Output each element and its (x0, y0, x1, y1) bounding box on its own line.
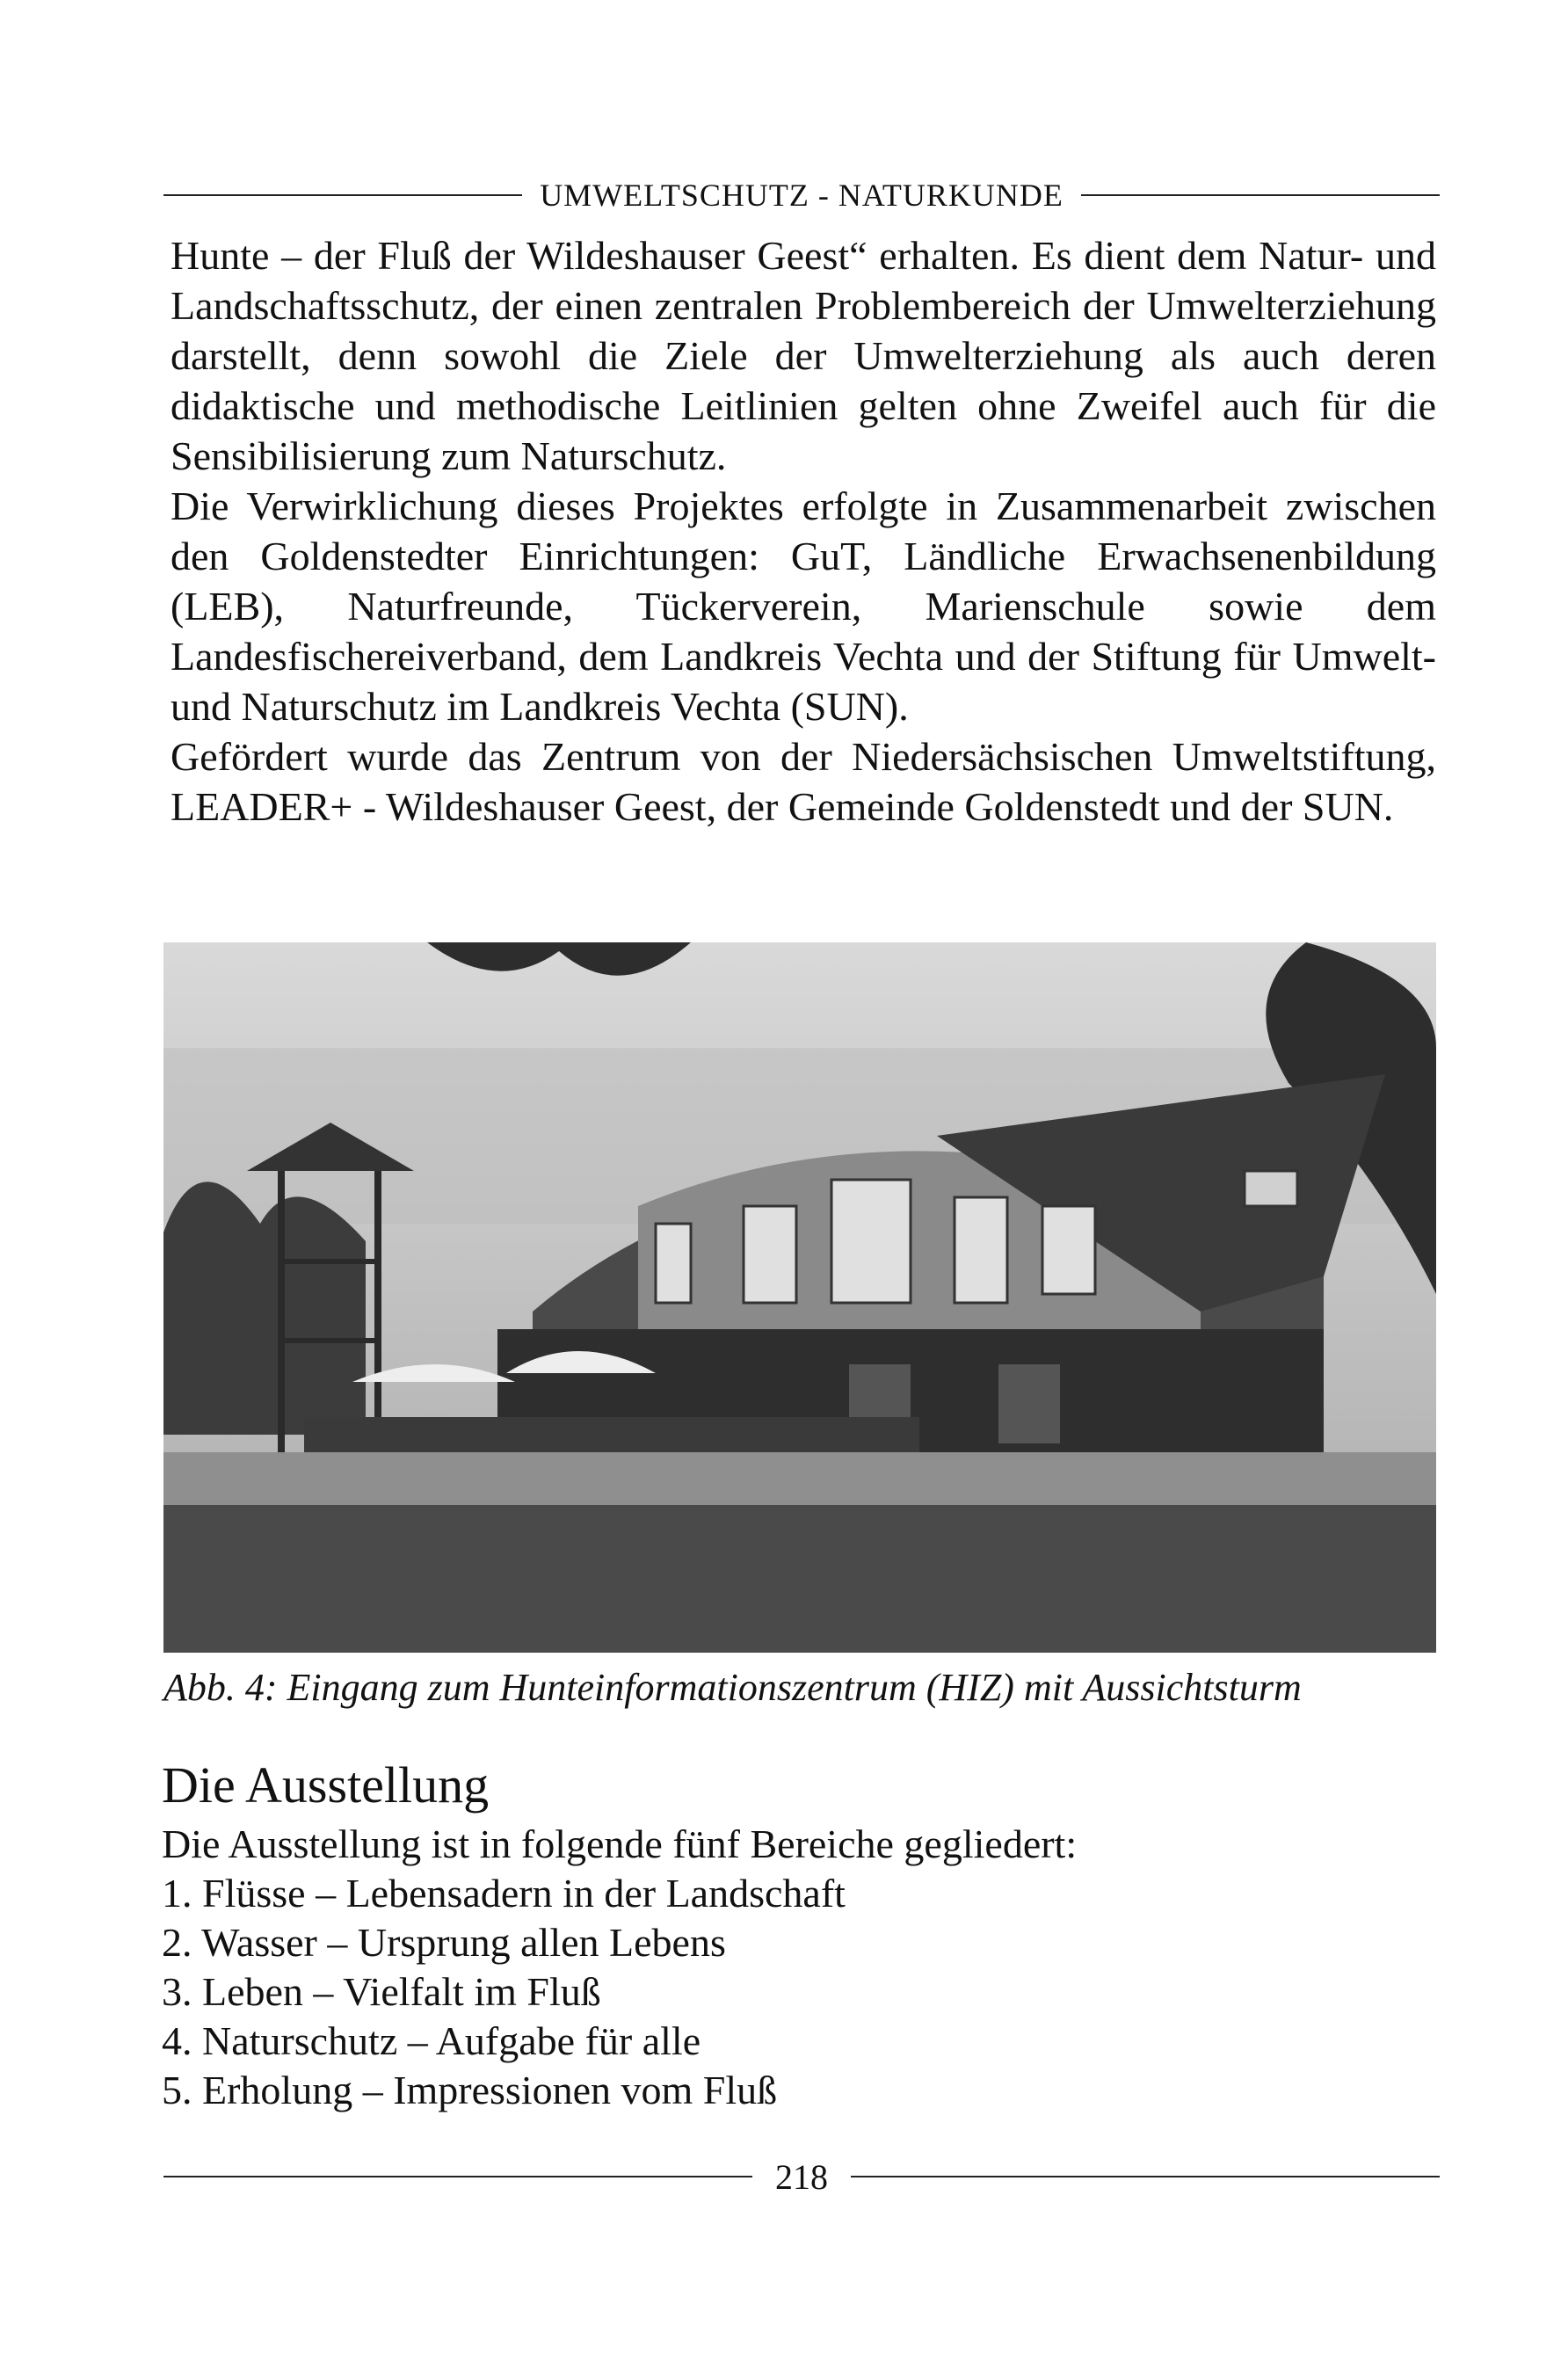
header-rule-right (1081, 194, 1440, 196)
photo-illustration (163, 942, 1436, 1653)
body-text (171, 230, 1436, 832)
footer-rule-right (851, 2176, 1440, 2177)
paragraph: Hunte – der Fluß der Wildeshauser Geest“ erhalten. Es dient dem Natur- und Landschaftsschutz, der einen zentralen Problembereich der Umwelterziehung darstellt, denn sowohl die Ziele der Umwelterziehung als auch deren didaktische und methodische Leitlinien gelten ohne Zweifel auch für die Sensibilisierung zum Naturschutz. (171, 233, 1436, 478)
header-rule-left (163, 194, 522, 196)
figure-caption: Abb. 4: Eingang zum Hunteinformationszentrum (HIZ) mit Aussichtsturm (163, 1666, 1302, 1709)
paragraph: Die Verwirklichung dieses Projektes erfolgte in Zusammenarbeit zwischen den Goldenstedter Einrichtungen: GuT, Ländliche Erwachsenenbildung (LEB), Naturfreunde, Tückerverein, Marienschule sowie dem Landesfischereiverband, dem Landkreis Vechta und der Stiftung für Umwelt- und Naturschutz im Landkreis Vechta (SUN). (171, 483, 1436, 729)
exhibition-list (162, 1820, 1427, 2115)
list-item: 2. Wasser – Ursprung allen Lebens (162, 1920, 726, 1965)
list-intro: Die Ausstellung ist in folgende fünf Bereiche gegliedert: (162, 1821, 1078, 1866)
list-item: 1. Flüsse – Lebensadern in der Landschaft (162, 1871, 846, 1916)
page-footer (163, 2152, 1440, 2201)
footer-rule-left (163, 2176, 752, 2177)
building-photo (163, 942, 1436, 1653)
list-item: 3. Leben – Vielfalt im Fluß (162, 1969, 601, 2014)
list-item: 4. Naturschutz – Aufgabe für alle (162, 2018, 701, 2063)
page-number: 218 (775, 2156, 828, 2197)
section-title: Die Ausstellung (162, 1756, 490, 1814)
header-title: UMWELTSCHUTZ - NATURKUNDE (540, 178, 1063, 213)
running-header (163, 172, 1440, 218)
list-item: 5. Erholung – Impressionen vom Fluß (162, 2068, 778, 2112)
paragraph: Gefördert wurde das Zentrum von der Niedersächsischen Umweltstiftung, LEADER+ - Wildeshauser Geest, der Gemeinde Goldenstedt und der SUN. (171, 734, 1436, 829)
